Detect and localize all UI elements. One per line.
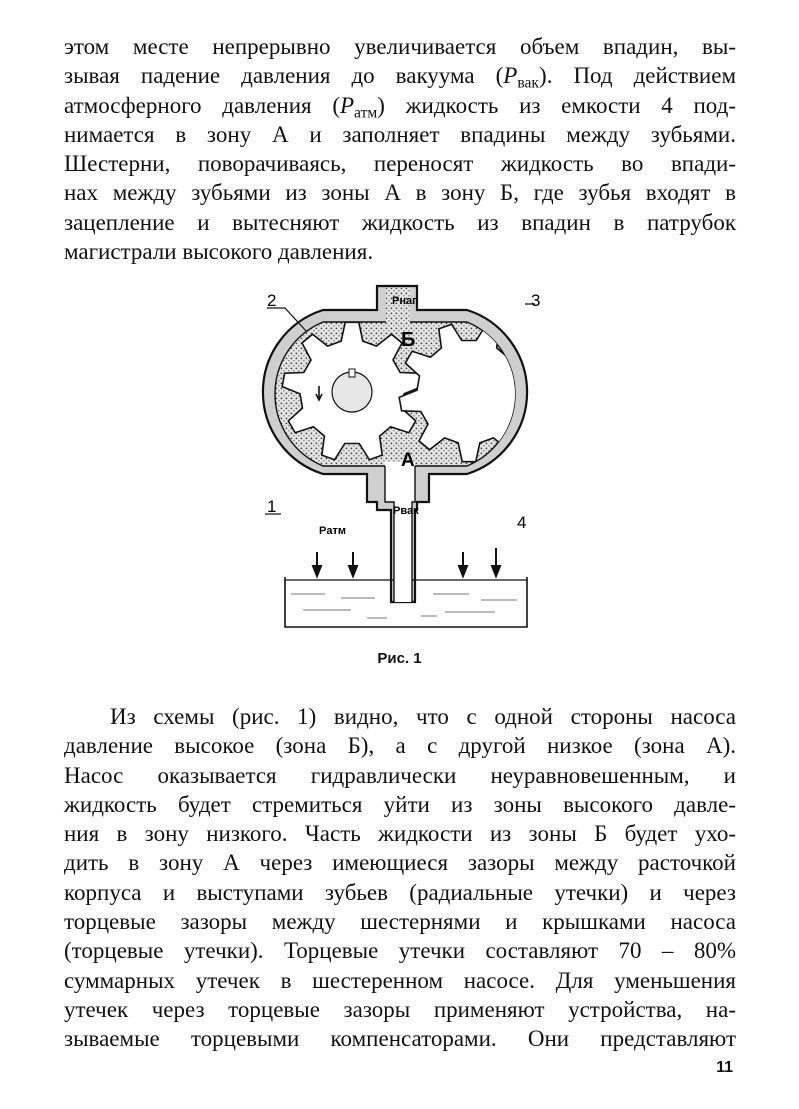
p-atm-label: Pатм [319, 525, 346, 537]
text-fragment: атмосферного давления ( [64, 92, 340, 118]
text-line: дить в зону А через имеющиеся зазоры между расточкой [64, 850, 736, 876]
figure-caption: Рис. 1 [377, 650, 422, 667]
text-line [64, 61, 736, 90]
text-line: жидкость будет стремиться уйти из зоны высокого давле- [64, 791, 736, 817]
shaft-key [349, 369, 355, 377]
text-line: давление высокое (зона Б), а с другой низкое (зона А). [64, 733, 736, 759]
text-line: зываемые торцевыми компенсаторами. Они представляют [64, 1026, 736, 1052]
text-line: Насос оказывается гидравлически неуравновешенным, и [64, 762, 736, 788]
p-vak-label: Pвак [393, 505, 419, 517]
text-line: нимается в зону А и заполняет впадины между зубьями. [64, 121, 736, 147]
pump-housing [263, 286, 527, 602]
zone-a-label: А [401, 450, 415, 471]
text-line: утечек через торцевые зазоры применяют устройства, на- [64, 996, 736, 1022]
text-line: ния в зону низкого. Часть жидкости из зоны Б будет ухо- [64, 821, 736, 847]
text-line: суммарных утечек в шестеренном насосе. Для уменьшения [64, 967, 736, 993]
text-line: Шестерни, поворачиваясь, переносят жидкость во впади- [64, 151, 736, 177]
zone-b-label: Б [401, 329, 416, 351]
text-fragment: зывая падение давления до вакуума ( [64, 63, 504, 89]
label-2: 2 [267, 291, 277, 310]
text-line: корпуса и выступами зубьев (радиальные утечки) и через [64, 879, 736, 905]
top-paragraph [64, 32, 736, 266]
subscript-atm: атм [354, 103, 378, 121]
text-line: нах между зубьями из зоны А в зону Б, где зубья входят в [64, 180, 736, 206]
text-line: Из схемы (рис. 1) видно, что с одной стороны насоса [110, 704, 736, 729]
label-1: 1 [267, 497, 277, 516]
text-line: этом месте непрерывно увеличивается объем впадин, вы- [64, 34, 736, 59]
label-3: 3 [531, 291, 541, 310]
p-nag-label: Pнаг [392, 295, 417, 307]
text-line: зацепление и вытесняют жидкость из впадин в патрубок [64, 209, 736, 235]
text-fragment: ). Под действием [539, 63, 736, 89]
pressure-symbol: P [503, 63, 518, 89]
label-4: 4 [517, 513, 527, 532]
text-line: магистрали высокого давления. [64, 239, 374, 265]
text-line [64, 91, 736, 120]
text-fragment: ) жидкость из емкости 4 под- [377, 92, 737, 118]
gear-pump-diagram [255, 282, 555, 637]
subscript-vak: вак [517, 74, 540, 92]
pressure-symbol: P [339, 92, 355, 118]
left-gear-shaft [332, 372, 372, 412]
page-number: 11 [716, 1059, 733, 1076]
text-line: (торцевые утечки). Торцевые утечки составляют 70 – 80% [64, 938, 736, 964]
text-line: торцевые зазоры между шестернями и крышками насоса [64, 909, 736, 935]
bottom-paragraph [64, 702, 736, 1054]
